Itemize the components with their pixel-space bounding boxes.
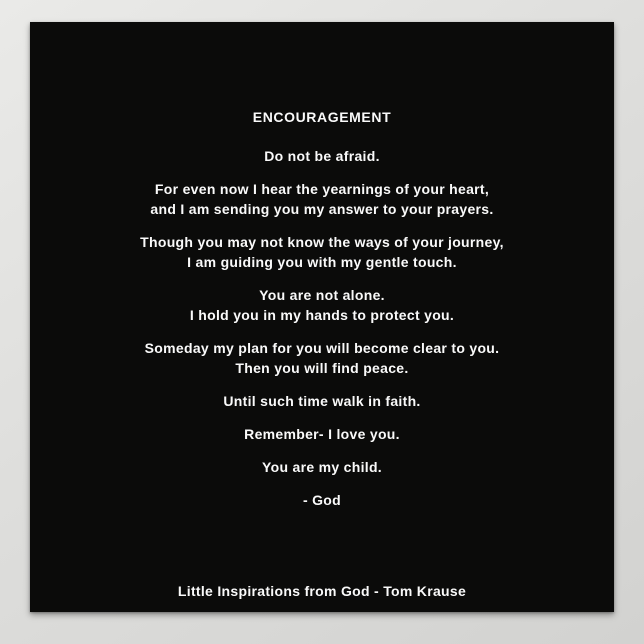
poem-line: Until such time walk in faith. <box>223 393 421 409</box>
stanza-8 <box>30 457 614 477</box>
poem-line: You are my child. <box>262 459 382 475</box>
stanza-7 <box>30 424 614 444</box>
poem-line: You are not alone. <box>259 287 385 303</box>
poem-line: Then you will find peace. <box>235 360 409 376</box>
poster-attribution: Little Inspirations from God - Tom Krause <box>177 583 467 599</box>
poem-line: I am guiding you with my gentle touch. <box>187 254 457 270</box>
poem-poster <box>30 22 614 612</box>
poem-signature: - God <box>302 492 342 508</box>
stanza-4 <box>30 285 614 325</box>
stanza-1 <box>30 146 614 166</box>
stanza-2 <box>30 179 614 219</box>
poem-line: Do not be afraid. <box>264 148 380 164</box>
poem-line: and I am sending you my answer to your prayers. <box>150 201 494 217</box>
poem-line: I hold you in my hands to protect you. <box>189 307 455 323</box>
poem-line: Remember- I love you. <box>244 426 400 442</box>
poem-line: Though you may not know the ways of your journey, <box>140 234 504 250</box>
poem-line: For even now I hear the yearnings of your heart, <box>154 181 490 197</box>
stanza-6 <box>30 391 614 411</box>
poem-line: Someday my plan for you will become clear to you. <box>144 340 500 356</box>
stanza-5 <box>30 338 614 378</box>
poem-body <box>30 22 614 510</box>
stanza-9 <box>30 490 614 510</box>
stanza-3 <box>30 232 614 272</box>
poem-title: ENCOURAGEMENT <box>252 109 392 125</box>
